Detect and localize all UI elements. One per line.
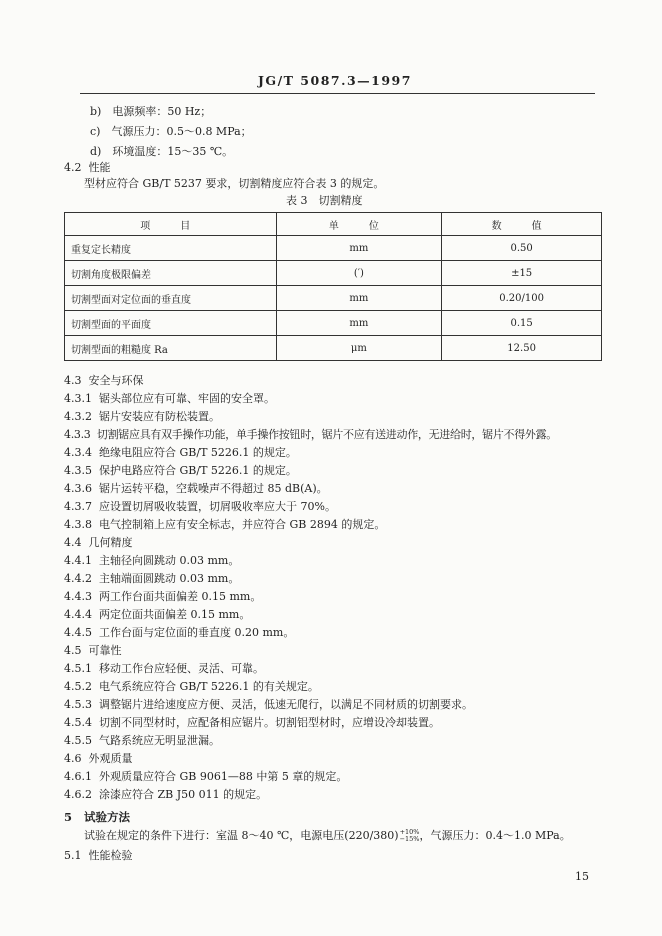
tolerance-lower: −15% [399,835,420,843]
section-title: 性能 [88,161,111,174]
chapter-heading [64,811,130,824]
paragraph: 型材应符合 GB/T 5237 要求，切割精度应符合表 3 的规定。 [84,177,385,190]
clause-number: 4.5.4 [64,716,92,729]
section-number: 4.3 [64,374,82,387]
clause-number: 4.3.2 [64,410,92,423]
paragraph [84,829,571,843]
table-cell: 切割角度极限偏差 [65,261,277,286]
clause [64,734,220,747]
clause-text: 工作台面与定位面的垂直度 0.20 mm。 [99,626,295,639]
clause-text: 电气控制箱上应有安全标志，并应符合 GB 2894 的规定。 [99,518,386,531]
section-heading [64,644,122,657]
clause-number: 4.4.3 [64,590,92,603]
list-item: b) 电源频率：50 Hz； [90,105,212,118]
clause-text: 两定位面共面偏差 0.15 mm。 [99,608,251,621]
tolerance-upper: +10% [399,828,420,836]
section-heading [64,849,133,862]
clause-text: 涂漆应符合 ZB J50 011 的规定。 [99,788,268,801]
clause-text: 锯片运转平稳，空载噪声不得超过 85 dB(A)。 [99,482,328,495]
clause-number: 4.4.4 [64,608,92,621]
clause-number: 4.6.1 [64,770,92,783]
clause-text: 绝缘电阻应符合 GB/T 5226.1 的规定。 [99,446,297,459]
section-number: 4.2 [64,161,82,174]
clause [64,788,267,801]
table-cell: 0.50 [442,236,602,261]
clause-number: 4.3.7 [64,500,92,513]
clause-number: 4.3.4 [64,446,92,459]
clause [64,482,328,495]
clause-number: 4.5.3 [64,698,92,711]
clause-number: 4.5.5 [64,734,92,747]
section-number: 4.6 [64,752,82,765]
paragraph-text: 试验在规定的条件下进行：室温 8～40 ℃，电源电压(220/380) [84,829,399,842]
clause-text: 气路系统应无明显泄漏。 [99,734,220,747]
clause [64,554,239,567]
clause-number: 4.4.5 [64,626,92,639]
clause [64,410,220,423]
section-heading [64,752,133,765]
clause-text: 切割锯应具有双手操作功能，单手操作按钮时，锯片不应有送进动作，无进给时，锯片不得外露。 [96,428,558,441]
table-cell: 12.50 [442,336,602,361]
clause-number: 4.3.8 [64,518,92,531]
clause-number: 4.4.2 [64,572,92,585]
column-header: 项 目 [65,213,277,236]
column-header: 数 值 [442,213,602,236]
table-row [65,286,602,311]
clause [64,392,275,405]
chapter-number: 5 [64,810,73,824]
clause-text: 应设置切屑吸收装置，切屑吸收率应大于 70%。 [99,500,336,513]
clause [64,662,264,675]
clause [64,518,385,531]
section-heading [64,374,144,387]
clause [64,608,250,621]
table-header-row [65,213,602,236]
clause-text: 电气系统应符合 GB/T 5226.1 的有关规定。 [99,680,319,693]
clause-text: 两工作台面共面偏差 0.15 mm。 [99,590,262,603]
table-row [65,261,602,286]
table-cell: mm [276,236,442,261]
clause [64,626,294,639]
table-cell: 切割型面对定位面的垂直度 [65,286,277,311]
table-cell: 切割型面的粗糙度 Ra [65,336,277,361]
clause-number: 4.6.2 [64,788,92,801]
clause [64,500,336,513]
clause-text: 移动工作台应轻便、灵活、可靠。 [99,662,264,675]
table-cell: 切割型面的平面度 [65,311,277,336]
table-cell: 重复定长精度 [65,236,277,261]
voltage-tolerance [400,829,420,843]
header-rule [80,93,595,94]
clause-text: 外观质量应符合 GB 9061—88 中第 5 章的规定。 [99,770,348,783]
page-number: 15 [575,870,589,883]
list-item: d) 环境温度：15～35 ℃。 [90,145,234,158]
clause-number: 4.3.3 [64,428,91,441]
clause-text: 主轴端面圆跳动 0.03 mm。 [99,572,240,585]
section-number: 5.1 [64,849,82,862]
clause-number: 4.3.6 [64,482,92,495]
table-cell: μm [276,336,442,361]
clause [64,590,261,603]
clause [64,464,297,477]
table-row [65,311,602,336]
table-cell: 0.20/100 [442,286,602,311]
clause-number: 4.3.1 [64,392,92,405]
table-caption: 表 3 切割精度 [286,194,363,207]
section-title: 性能检验 [88,849,133,862]
section-heading [64,536,133,549]
clause-text: 切割不同型材时，应配备相应锯片。切割铝型材时，应增设冷却装置。 [99,716,440,729]
section-title: 几何精度 [88,536,133,549]
clause [64,428,557,441]
standard-number: JG/T 5087.3—1997 [258,73,412,88]
section-number: 4.4 [64,536,82,549]
section-heading [64,161,111,174]
clause [64,446,297,459]
table-cell: 0.15 [442,311,602,336]
clause-number: 4.5.1 [64,662,92,675]
section-number: 4.5 [64,644,82,657]
clause-text: 保护电路应符合 GB/T 5226.1 的规定。 [99,464,297,477]
clause-text: 锯片安装应有防松装置。 [99,410,220,423]
accuracy-table [64,212,602,361]
clause-number: 4.4.1 [64,554,92,567]
section-title: 外观质量 [88,752,133,765]
table-row [65,336,602,361]
clause-text: 主轴径向圆跳动 0.03 mm。 [99,554,240,567]
table-cell: ±15 [442,261,602,286]
section-title: 安全与环保 [88,374,144,387]
clause [64,572,239,585]
clause [64,680,319,693]
clause-text: 锯头部位应有可靠、牢固的安全罩。 [99,392,275,405]
paragraph-text: ，气源压力：0.4～1.0 MPa。 [419,829,571,842]
table-cell: (′) [276,261,442,286]
table-row [65,236,602,261]
clause [64,716,440,729]
clause [64,698,473,711]
table-cell: mm [276,286,442,311]
table-cell: mm [276,311,442,336]
column-header: 单 位 [276,213,442,236]
clause-number: 4.3.5 [64,464,92,477]
list-item: c) 气源压力：0.5～0.8 MPa； [90,125,252,138]
chapter-title: 试验方法 [84,810,131,824]
section-title: 可靠性 [88,644,122,657]
clause [64,770,347,783]
clause-number: 4.5.2 [64,680,92,693]
clause-text: 调整锯片进给速度应方便、灵活，低速无爬行，以满足不同材质的切割要求。 [99,698,473,711]
